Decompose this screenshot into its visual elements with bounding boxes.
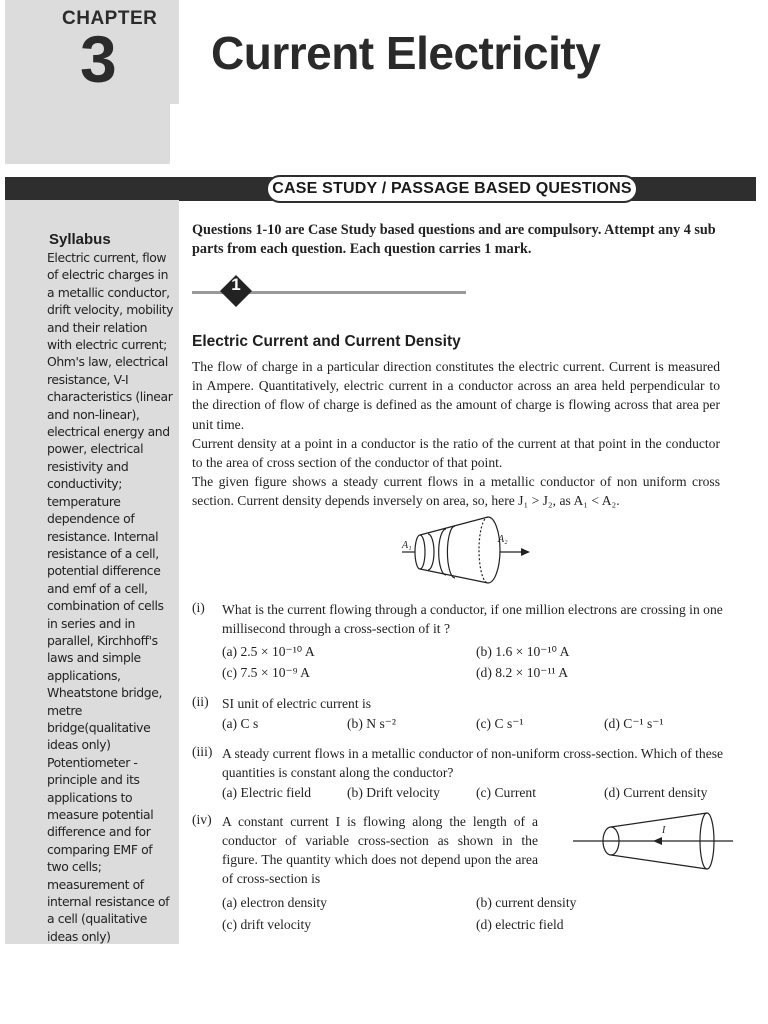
option: (d) Current density: [604, 785, 708, 800]
banner-pill: [266, 175, 638, 203]
conductor-figure: [398, 514, 536, 586]
option: (c) 7.5 × 10⁻⁹ A: [222, 665, 310, 680]
section-number: 1: [231, 275, 241, 294]
option: (d) C⁻¹ s⁻¹: [604, 716, 664, 731]
option: (c) Current: [476, 785, 537, 800]
chapter-label: CHAPTER: [62, 8, 158, 29]
chapter-title: Current Electricity: [211, 27, 601, 79]
current-label: I: [662, 825, 666, 836]
option: (c) drift velocity: [222, 917, 312, 932]
option: (a) Electric field: [222, 785, 312, 800]
label-a2: A₂: [498, 534, 508, 545]
instructions: Questions 1-10 are Case Study based questions and are compulsory. Attempt any 4 sub parts from each question. Each question carries 1 mark.: [192, 222, 716, 257]
question-number: (iii): [192, 744, 213, 759]
question-text: A constant current I is flowing along the length of a conductor of variable cross-section as shown in the figure. The quantity which does not depend upon the area of cross-section is: [222, 814, 538, 886]
syllabus-text: Electric current, flow of electric charges in a metallic conductor, drift velocity, mobility and their relation with electric current; Ohm's law, electrical resistance, V-I characteristics (linear and non-linear), electrical energy and power, electrical resistivity and conductivity; temperature dependence of resistance. Internal resistance of a cell, potential difference and emf of a cell, combination of cells in series and in parallel, Kirchhoff's laws and simple applications, Wheatstone bridge, metre bridge(qualitative ideas only) Potentiometer - principle and its applications to measure potential difference and for comparing EMF of two cells; measurement of internal resistance of a cell (qualitative ideas only): [47, 250, 174, 944]
paragraph-1: The flow of charge in a particular direction constitutes the electric current. Current is measured in Ampere. Quantitatively, electric current in a conductor across an area held perpendicular to the direction of flow of charge is defined as the amount of charge is flowing across that area per unit time.: [192, 359, 720, 432]
question-number: (iv): [192, 812, 212, 827]
question-number: (i): [192, 600, 205, 615]
option: (b) N s⁻²: [347, 716, 397, 731]
option: (a) C s: [222, 716, 259, 731]
question-text: A steady current flows in a metallic conductor of non-uniform cross-section. Which of these quantities is constant along the conductor?: [222, 746, 724, 780]
option: (c) C s⁻¹: [476, 716, 524, 731]
option: (d) electric field: [476, 917, 564, 932]
syllabus-heading: Syllabus: [49, 231, 111, 248]
option: (b) Drift velocity: [347, 785, 440, 800]
question-text: What is the current flowing through a conductor, if one million electrons are crossing in one millisecond through a cross-section of it ?: [222, 602, 723, 636]
question-number: (ii): [192, 694, 209, 709]
variable-conductor-figure: [573, 811, 733, 871]
option: (a) 2.5 × 10⁻¹⁰ A: [222, 644, 315, 659]
chapter-number: 3: [80, 22, 117, 96]
option: (d) 8.2 × 10⁻¹¹ A: [476, 665, 569, 680]
paragraph-3: The given figure shows a steady current flows in a metallic conductor of non uniform cross section. Current density depends inversely on area, so, here J₁ > J₂, as A₁ < A₂.: [192, 474, 720, 509]
chapter-box-lower: [5, 104, 170, 164]
label-a1: A₁: [402, 540, 412, 551]
option: (b) current density: [476, 895, 577, 910]
banner-text: CASE STUDY / PASSAGE BASED QUESTIONS: [272, 180, 632, 197]
question-text: SI unit of electric current is: [222, 696, 372, 711]
option: (a) electron density: [222, 895, 327, 910]
section-heading: Electric Current and Current Density: [192, 333, 461, 350]
paragraph-2: Current density at a point in a conductor is the ratio of the current at that point in the conductor to the area of cross section of the conductor of that point.: [192, 436, 720, 471]
option: (b) 1.6 × 10⁻¹⁰ A: [476, 644, 570, 659]
